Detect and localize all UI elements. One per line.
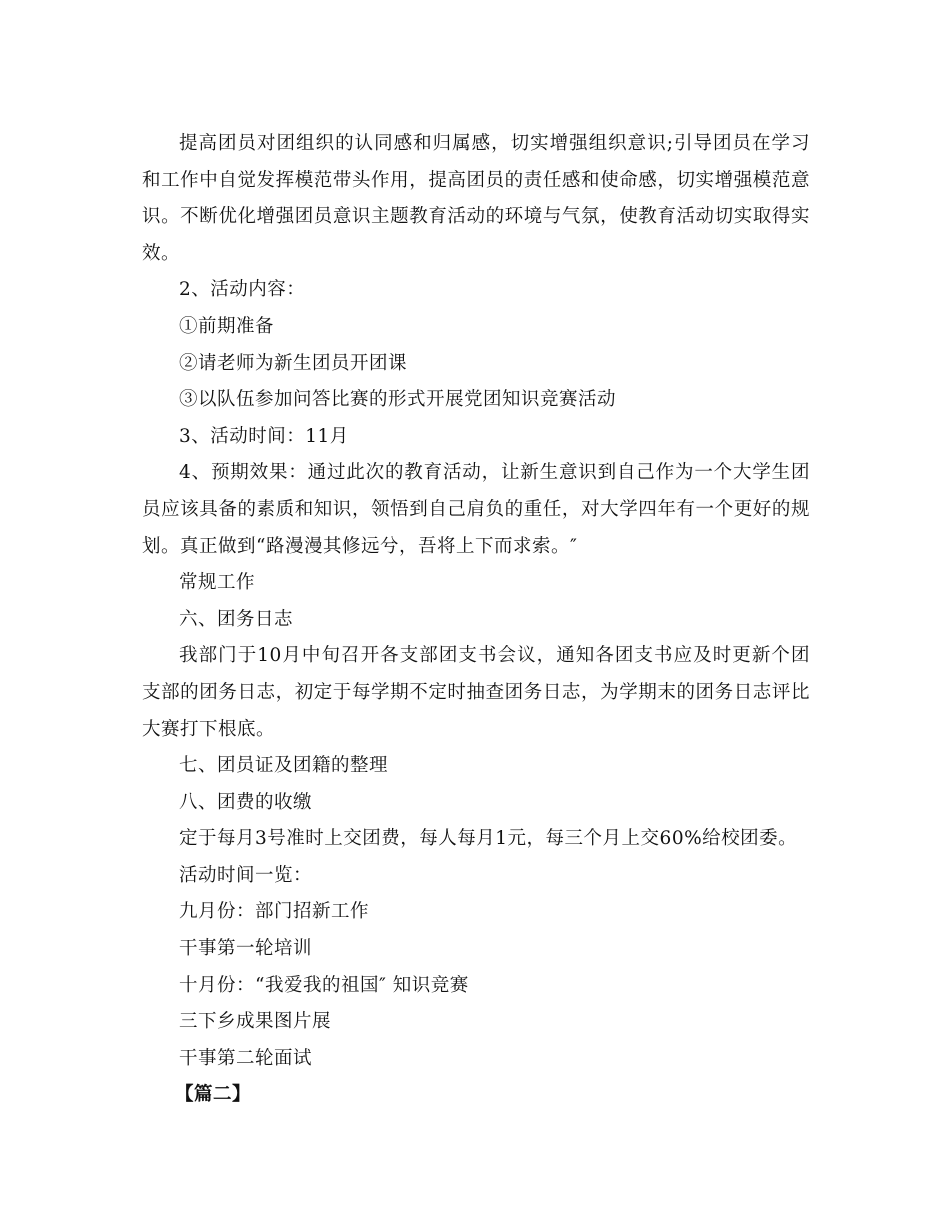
paragraph-activity-time: 3、活动时间：11月 xyxy=(179,425,349,447)
section-heading-league-log: 六、团务日志 xyxy=(179,608,294,630)
section-heading-membership-cards: 七、团员证及团籍的整理 xyxy=(179,755,389,777)
paragraph-activity-content-heading: 2、活动内容： xyxy=(179,279,306,301)
paragraph-league-log: 我部门于10月中旬召开各支部团支书会议，通知各团支书应及时更新个团支部的团务日志，初定于每学期不定时抽查团务日志，为学期末的团务日志评比大赛打下根底。 xyxy=(142,645,810,740)
section-heading-routine-work: 常规工作 xyxy=(179,572,256,594)
list-item-preparation: ①前期准备 xyxy=(179,315,275,337)
paragraph-schedule-heading: 活动时间一览： xyxy=(179,864,313,886)
schedule-photo-exhibition: 三下乡成果图片展 xyxy=(179,1011,332,1033)
section-heading-part-two: 【篇二】 xyxy=(175,1084,252,1106)
paragraph-expected-effect: 4、预期效果：通过此次的教育活动，让新生意识到自己作为一个大学生团员应该具备的素质和知识，领悟到自己肩负的重任，对大学四年有一个更好的规划。真正做到“路漫漫其修远兮，吾将上下而求索。″ xyxy=(142,462,810,557)
document-body xyxy=(142,126,810,1114)
list-item-contest: ③以队伍参加问答比赛的形式开展党团知识竞赛活动 xyxy=(179,389,617,411)
paragraph-fees: 定于每月3号准时上交团费，每人每月1元，每三个月上交60%给校团委。 xyxy=(179,828,798,850)
schedule-second-interview: 干事第二轮面试 xyxy=(179,1047,313,1069)
schedule-september: 九月份：部门招新工作 xyxy=(179,901,370,923)
section-heading-fees: 八、团费的收缴 xyxy=(179,791,313,813)
list-item-lecture: ②请老师为新生团员开团课 xyxy=(179,352,408,374)
schedule-october: 十月份：“我爱我的祖国″ 知识竞赛 xyxy=(179,974,469,996)
paragraph-objective: 提高团员对团组织的认同感和归属感，切实增强组织意识;引导团员在学习和工作中自觉发挥模范带头作用，提高团员的责任感和使命感，切实增强模范意识。不断优化增强团员意识主题教育活动的环境与气氛，使教育活动切实取得实效。 xyxy=(142,133,810,264)
schedule-first-training: 干事第一轮培训 xyxy=(179,938,313,960)
